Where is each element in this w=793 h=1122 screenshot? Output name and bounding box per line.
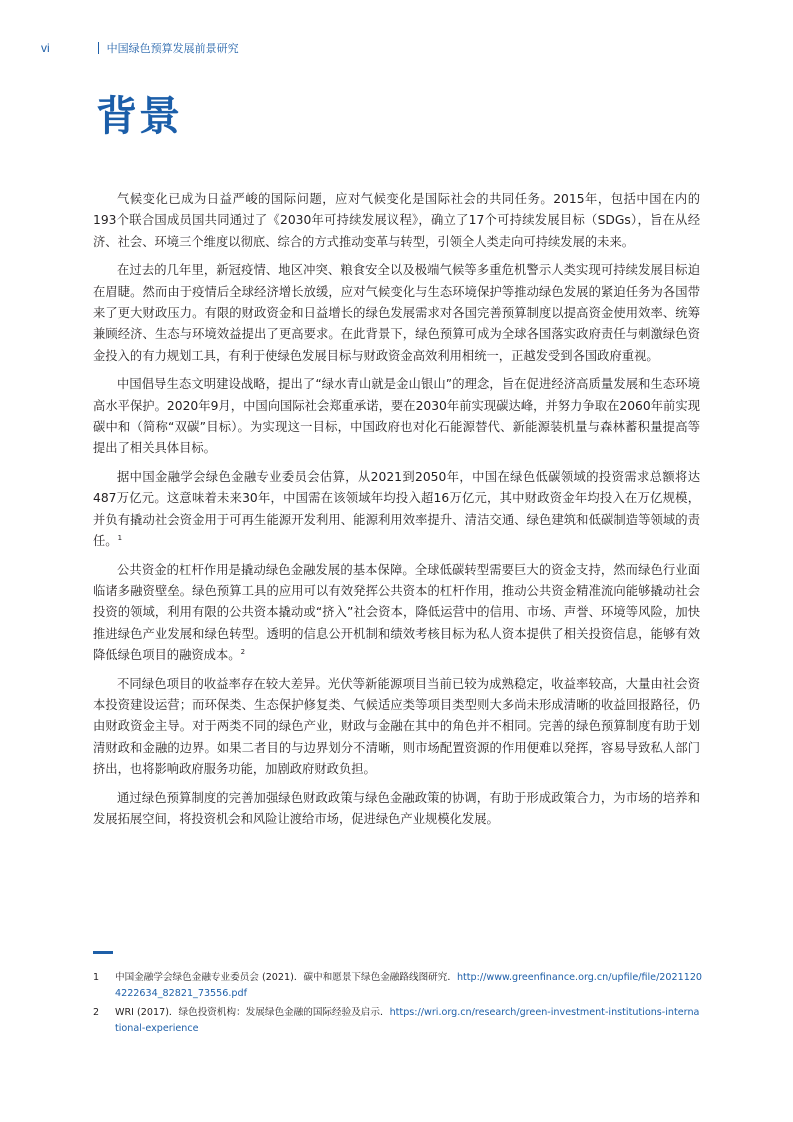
header-divider bbox=[98, 42, 99, 54]
running-title: 中国绿色预算发展前景研究 bbox=[106, 42, 239, 55]
footnote bbox=[93, 1005, 703, 1036]
paragraph: 通过绿色预算制度的完善加强绿色财政政策与绿色金融政策的协调，有助于形成政策合力，为市场的培养和发展拓展空间，将投资机会和风险让渡给市场，促进绿色产业规模化发展。 bbox=[93, 790, 700, 826]
body-text bbox=[93, 189, 700, 837]
page-title: 背景 bbox=[96, 92, 182, 140]
footnote-link[interactable]: https://wri.org.cn/research/green-investment-institutions-international-experience bbox=[115, 1007, 700, 1034]
footnote-link[interactable]: http://www.greenfinance.org.cn/upfile/file/20211204222634_82821_73556.pdf bbox=[115, 972, 703, 999]
paragraph: 在过去的几年里，新冠疫情、地区冲突、粮食安全以及极端气候等多重危机警示人类实现可持续发展目标迫在眉睫。然而由于疫情后全球经济增长放缓，应对气候变化与生态环境保护等推动绿色发展的紧迫任务为各国带来了更大财政压力。有限的财政资金和日益增长的绿色发展需求对各国完善预算制度以提高资金使用效率、统筹兼顾经济、生态与环境效益提出了更高要求。在此背景下，绿色预算可成为全球各国落实政府责任与刺激绿色资金投入的有力规划工具，有利于使绿色发展目标与财政资金高效利用相统一，正越发受到各国政府重视。 bbox=[93, 263, 700, 363]
footnote bbox=[93, 970, 703, 1001]
footnotes bbox=[93, 970, 703, 1040]
paragraph: 气候变化已成为日益严峻的国际问题，应对气候变化是国际社会的共同任务。2015年，包括中国在内的193个联合国成员国共同通过了《2030年可持续发展议程》，确立了17个可持续发展目标（SDGs），旨在从经济、社会、环境三个维度以彻底、综合的方式推动变革与转型，引领全人类走向可持续发展的未来。 bbox=[93, 192, 700, 249]
footnote-ref[interactable]: 1 bbox=[117, 534, 123, 542]
footnote-number: 1 bbox=[93, 972, 100, 983]
paragraph: 据中国金融学会绿色金融专业委员会估算，从2021到2050年，中国在绿色低碳领域的投资需求总额将达487万亿元。这意味着未来30年，中国需在该领域年均投入超16万亿元，其中财政资金年均投入在万亿规模，并负有撬动社会资金用于可再生能源开发利用、能源利用效率提升、清洁交通、绿色建筑和低碳制造等领域的责任。$^1$ bbox=[93, 469, 700, 549]
paragraph: 中国倡导生态文明建设战略，提出了“绿水青山就是金山银山”的理念，旨在促进经济高质量发展和生态环境高水平保护。2020年9月，中国向国际社会郑重承诺，要在2030年前实现碳达峰，并努力争取在2060年前实现碳中和（简称“双碳”目标）。为实现这一目标，中国政府也对化石能源替代、新能源装机量与森林蓄积量提高等提出了相关具体目标。 bbox=[93, 377, 700, 456]
footnote-divider bbox=[93, 951, 113, 954]
footnote-number: 2 bbox=[93, 1007, 100, 1018]
footnote-text: 中国金融学会绿色金融专业委员会 (2021)．碳中和愿景下绿色金融路线图研究． bbox=[115, 972, 457, 983]
running-header bbox=[41, 40, 239, 56]
paragraph: 公共资金的杠杆作用是撬动绿色金融发展的基本保障。全球低碳转型需要巨大的资金支持，然而绿色行业面临诸多融资壁垒。绿色预算工具的应用可以有效発挥公共资本的杠杆作用，推动公共资金精准流向能够撬动社会投资的领域，利用有限的公共资本撬动或“挤入”社会资本，降低运营中的信用、市场、声誉、环境等风险，加快推进绿色产业发展和绿色转型。透明的信息公开机制和绩效考核目标为私人资本提供了相关投资信息，能够有效降低绿色项目的融资成本。$^2$ bbox=[93, 562, 700, 663]
footnote-text: WRI (2017)．绿色投资机构：发展绿色金融的国际经验及启示． bbox=[115, 1007, 390, 1018]
page-number: vi bbox=[41, 41, 50, 55]
paragraph: 不同绿色项目的收益率存在较大差异。光伏等新能源项目当前已较为成熟稳定，收益率较高，大量由社会资本投资建设运营；而环保类、生态保护修复类、气候适应类等项目类型则大多尚未形成清晰的收益回报路径，仍由财政资金主导。对于两类不同的绿色产业，财政与金融在其中的角色并不相同。完善的绿色预算制度有助于划清财政和金融的边界。如果二者目的与边界划分不清晰，则市场配置资源的作用便难以発挥，容易导致私人部门挤出，也将影响政府服务功能，加剧政府财政负担。 bbox=[93, 676, 700, 777]
footnote-ref[interactable]: 2 bbox=[240, 648, 246, 657]
